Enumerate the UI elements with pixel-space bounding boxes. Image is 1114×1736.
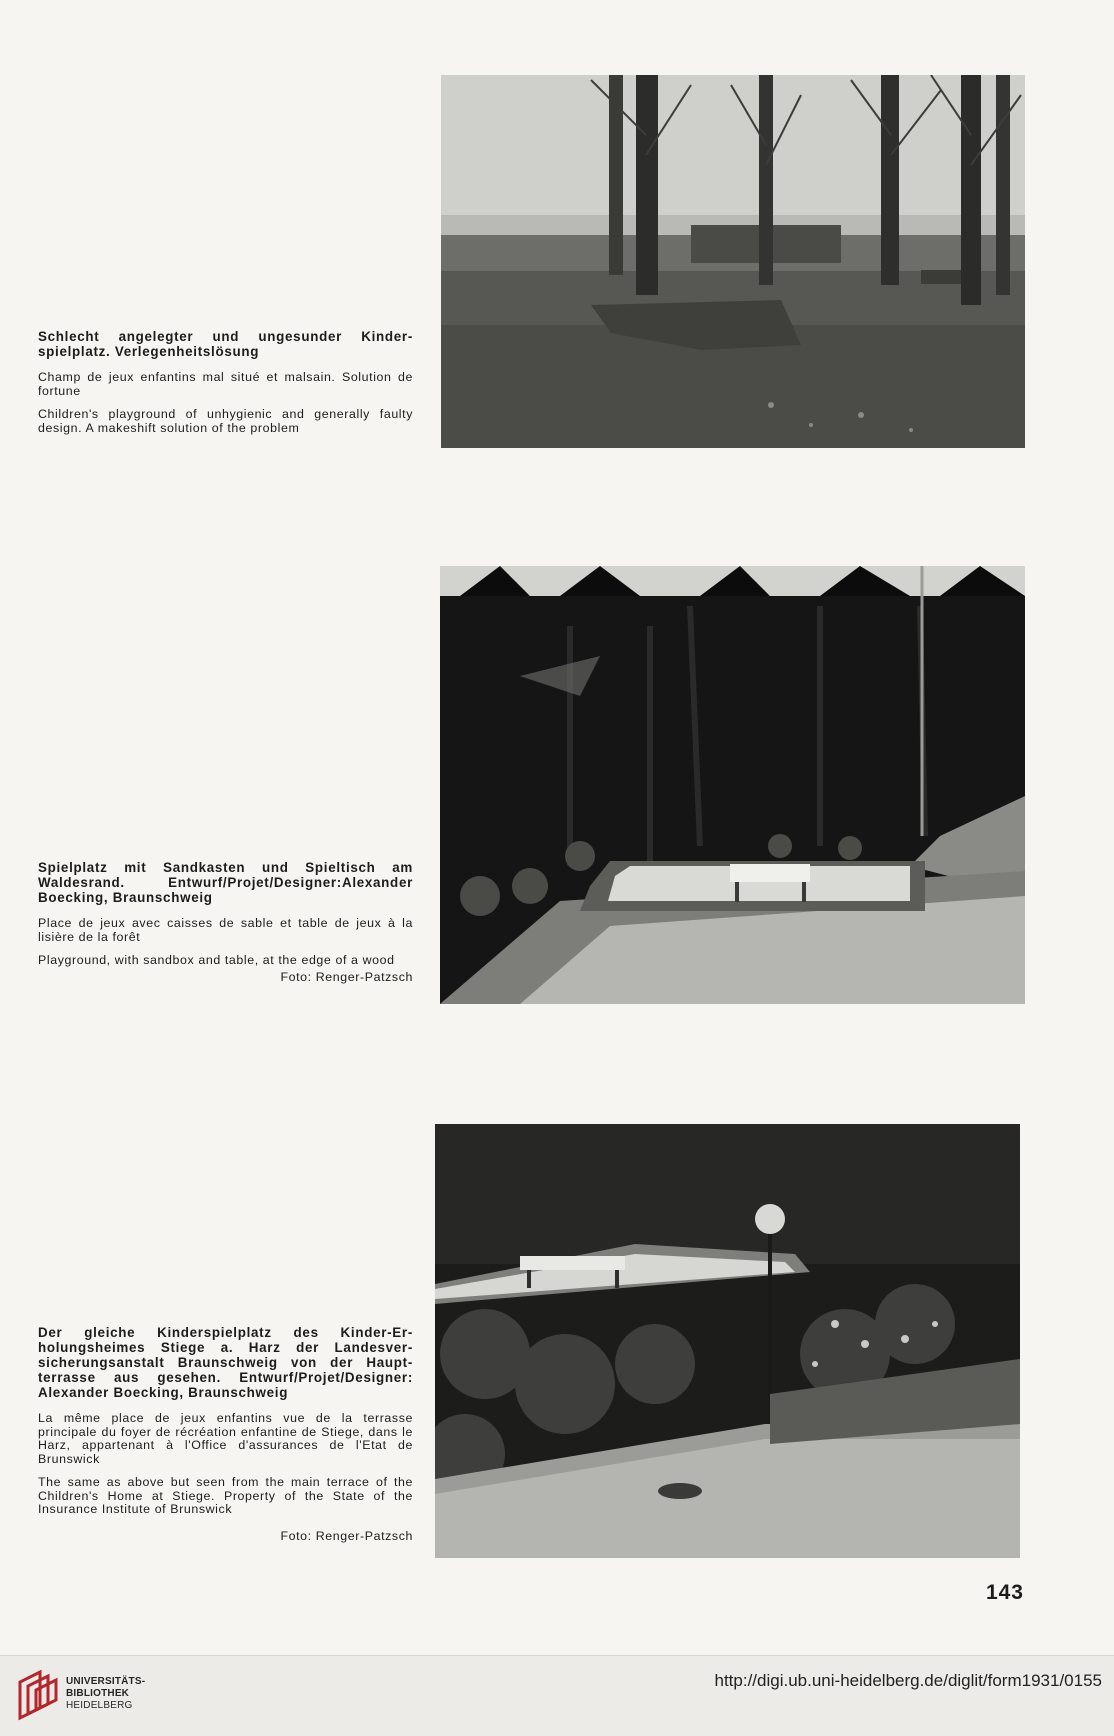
caption-1-french: Champ de jeux enfantins mal situé et malsain. Solution de fortune (38, 370, 413, 398)
caption-2-english: Playground, with sandbox and table, at the edge of a wood (38, 953, 395, 967)
caption-3-english: The same as above but seen from the main terrace of the Children's Home at Stiege. Property of the State of the Insurance Institute of Brunswick (38, 1475, 413, 1516)
library-name (66, 1676, 145, 1712)
library-name-line3: HEIDELBERG (66, 1700, 133, 1711)
library-footer (0, 1655, 1114, 1736)
caption-2-title: Spielplatz mit Sandkasten und Spieltisch am Waldesrand. Entwurf/Projet/Designer:Alexander Boecking, Braunschweig (38, 860, 413, 905)
caption-3 (38, 1325, 413, 1543)
library-name-line2: BIBLIOTHEK (66, 1688, 130, 1699)
caption-2-french: Place de jeux avec caisses de sable et table de jeux à la lisière de la forêt (38, 916, 413, 944)
library-name-line1: UNIVERSITÄTS- (66, 1676, 146, 1687)
photo-2-image (440, 566, 1025, 1004)
photo-unhealthy-playground (441, 75, 1025, 448)
page-number: 143 (985, 1581, 1024, 1604)
permalink-url[interactable]: http://digi.ub.uni-heidelberg.de/diglit/form1931/0155 (714, 1671, 1102, 1690)
library-logo-icon (12, 1668, 60, 1724)
photo-sandbox-playground (440, 566, 1025, 1004)
caption-1 (38, 329, 413, 445)
photo-playground-from-terrace (435, 1124, 1020, 1558)
caption-1-english: Children's playground of unhygienic and generally faulty design. A makeshift solution of the problem (38, 407, 413, 435)
caption-3-french: La même place de jeux enfantins vue de la terrasse principale du foyer de récréation enfantine de Stiege, dans le Harz, appartenant à l'Office d'assurances de l'Etat de Brunswick (38, 1411, 413, 1466)
photo-1-image (441, 75, 1025, 448)
caption-3-credit: Foto: Renger-Patzsch (280, 1528, 413, 1543)
caption-2-credit: Foto: Renger-Patzsch (280, 969, 413, 984)
photo-3-image (435, 1124, 1020, 1558)
caption-3-title: Der gleiche Kinderspielplatz des Kinder-Er-holungsheimes Stiege a. Harz der Landesver-sicherungsanstalt Braunschweig von der Haupt-terrasse aus gesehen. Entwurf/Projet/Designer: Alexander Boecking, Braunschweig (38, 1325, 413, 1400)
caption-2 (38, 860, 413, 984)
caption-1-title: Schlecht angelegter und ungesunder Kinder-spielplatz. Verlegenheitslösung (38, 329, 413, 359)
